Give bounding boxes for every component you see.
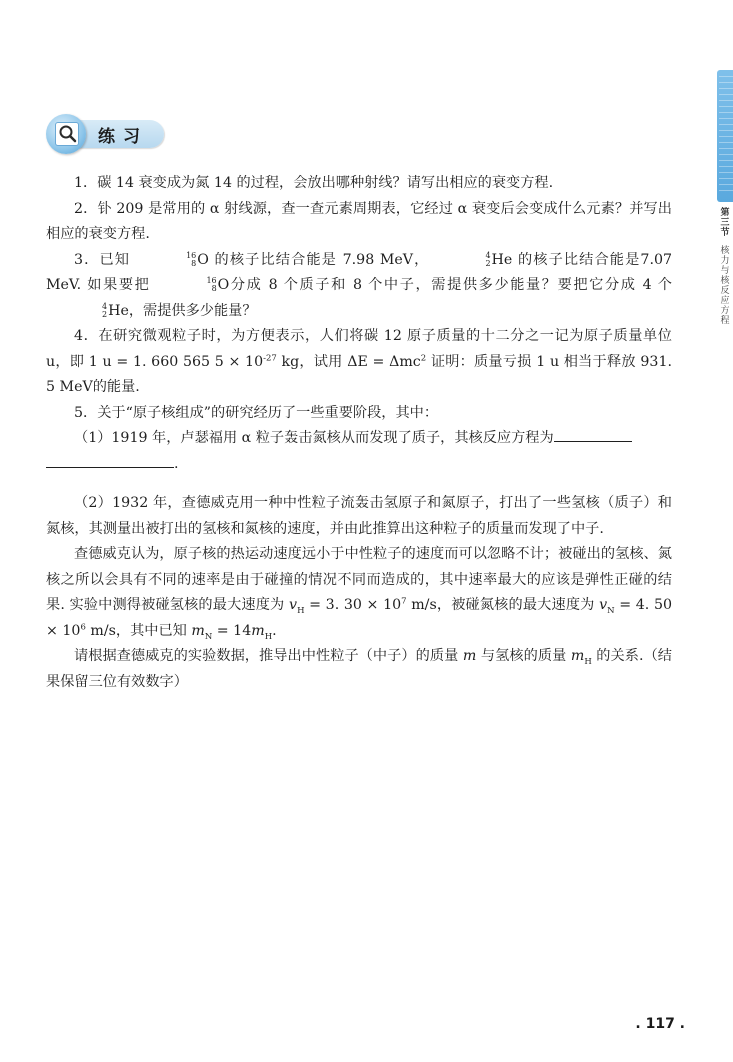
answer-blank-2[interactable]	[46, 453, 174, 468]
question-5: 5．关于“原子核组成”的研究经历了一些重要阶段，其中：	[74, 404, 439, 421]
paragraph-task: 请根据查德威克的实验数据，推导出中性粒子（中子）的质量 m 与氢核的质量 $m_H$ 的关系.（结果保留三位有效数字）	[46, 648, 672, 690]
side-section-label: 第三节	[720, 208, 730, 238]
paragraph-chadwick: 查德威克认为，原子核的热运动速度远小于中性粒子的速度而可以忽略不计；被碰出的氢核、氮核之所以会具有不同的速率是由于碰撞的情况不同而造成的，其中速率最大的应该是弹性正碰的结果. 实验中测得被碰氢核的最大速度为 $v_H = 3$. $30 \times 10^7$ m/s，被碰氮核的最大速度为 $v_N = 4$. $50 \times 10^6$ m/s，其中已知 $m_N = 14m_H$.	[46, 546, 673, 642]
nuclide-he4-b: 4 2	[102, 301, 108, 319]
spacer	[46, 477, 672, 491]
page-number: . 117 .	[635, 1016, 685, 1032]
question-1: 1．碳 14 衰变成为氮 14 的过程，会放出哪种射线？请写出相应的衰变方程.	[74, 175, 554, 191]
nuclide-o16: 16 8	[186, 250, 197, 268]
question-3: 3．已知 16 8 O 的核子比结合能是 7.98 MeV， 4 2 He 的核子比结合能是7.07 MeV. 如果要把 16 8 O分成 8 个质子和 8 个中子，需提供多少能量？要把它分成 4 个 4 2 He，需提供多少能量？	[46, 248, 672, 325]
magnifier-icon	[56, 123, 78, 145]
nuclide-he4: 4 2	[485, 250, 491, 268]
question-2: 2．钋 209 是常用的 α 射线源，查一查元素周期表，它经过 α 衰变后会变成什么元素？并写出相应的衰变方程.	[46, 200, 672, 242]
side-tab-label	[718, 208, 732, 326]
question-5-part-1-cont: .	[46, 452, 672, 478]
side-topic-label: 核力与核反应方程	[720, 246, 730, 326]
exercise-header	[46, 114, 166, 154]
question-5-part-2: （2）1932 年，查德威克用一种中性粒子流轰击氢原子和氮原子，打出了一些氢核（质子）和氮核，其测量出被打出的氢核和氮核的速度，并由此推算出这种粒子的质量而发现了中子.	[46, 495, 672, 537]
exercise-content	[46, 171, 672, 695]
exercise-title: 练习	[98, 127, 148, 147]
answer-blank[interactable]	[554, 427, 632, 442]
question-4: 4．在研究微观粒子时，为方便表示，人们将碳 12 原子质量的十二分之一记为原子质量单位 u，即 1 u = 1. 660 565 $5 \times 10^{-27}$ kg，试用 ΔE = Δmc$^2$ 证明：质量亏损 1 u 相当于释放 931. 5 MeV的能量.	[46, 328, 672, 395]
magnifier-badge-icon	[46, 114, 86, 154]
nuclide-o16-b: 16 8	[206, 276, 217, 293]
chapter-side-tab[interactable]	[717, 70, 733, 202]
question-5-part-1: （1）1919 年，卢瑟福用 α 粒子轰击氮核从而发现了质子，其核反应方程为	[46, 426, 672, 452]
